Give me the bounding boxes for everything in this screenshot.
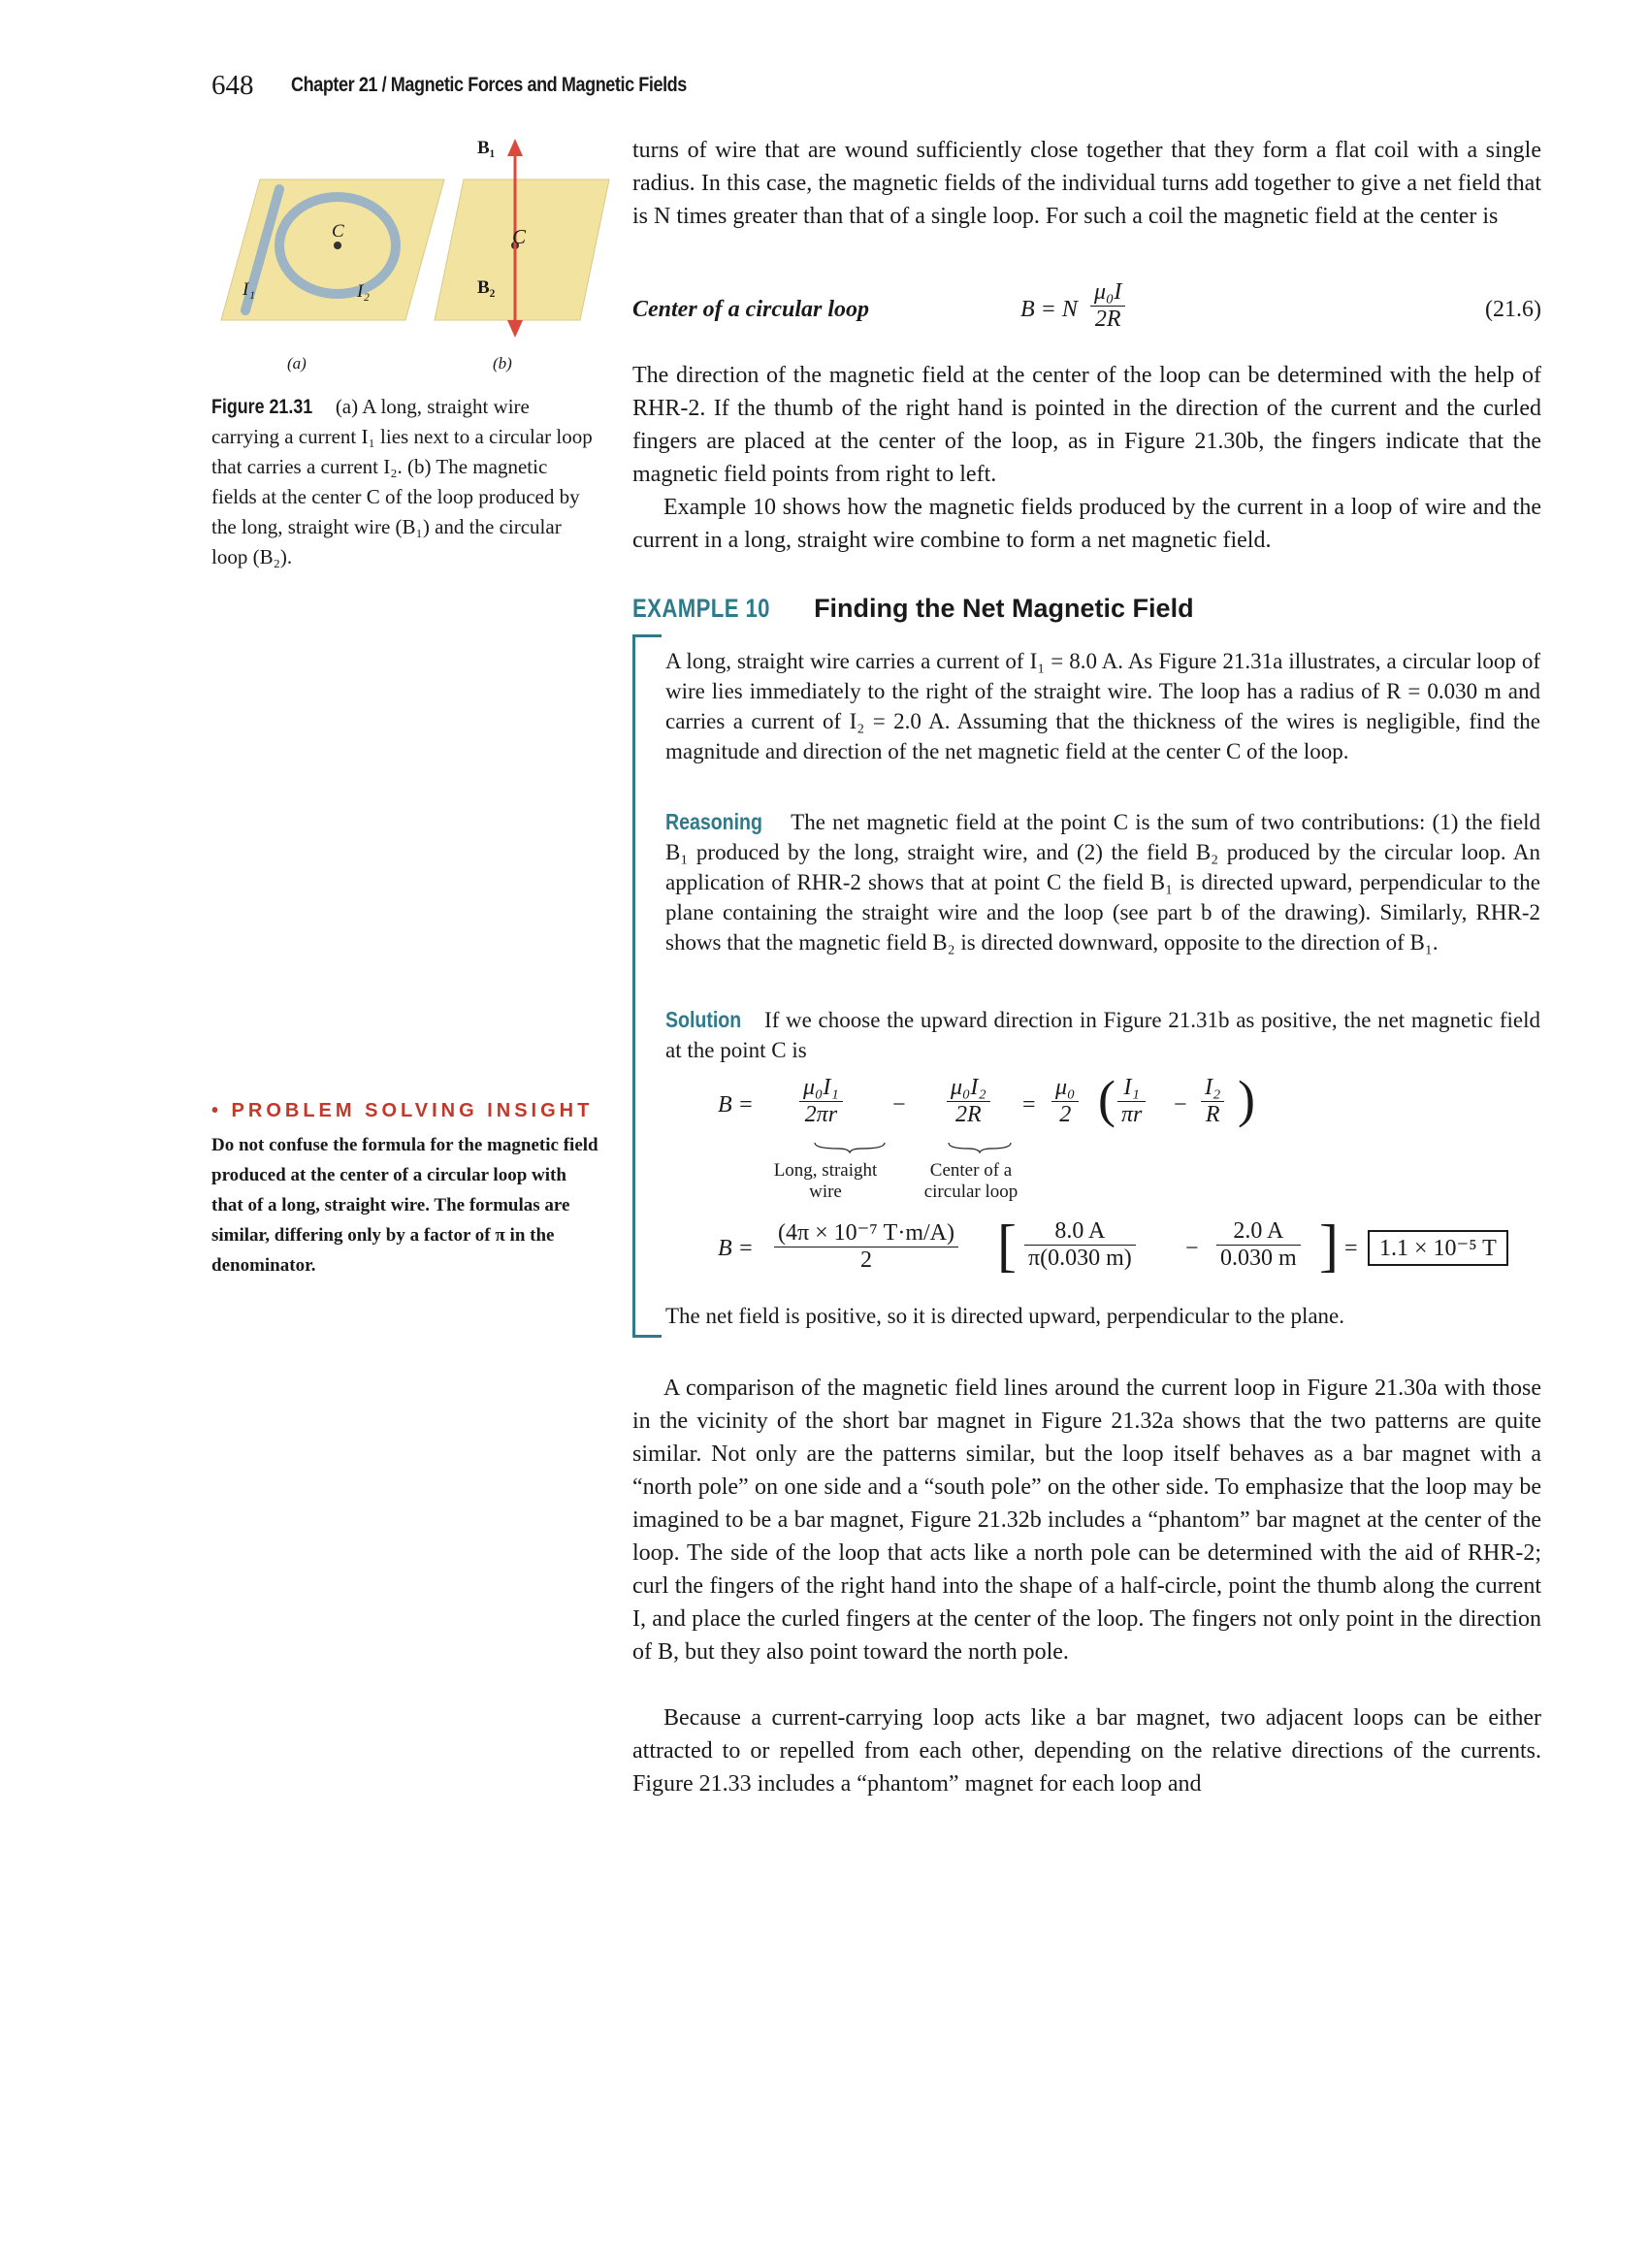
center-point-a <box>334 242 341 249</box>
equation-number: (21.6) <box>1485 297 1541 322</box>
eq1-open-paren: ( <box>1098 1070 1116 1128</box>
solution-equation-1 <box>665 1067 1538 1222</box>
eq1-term5-num: I₂ <box>1201 1075 1224 1102</box>
eq1-minus-2: − <box>1174 1092 1187 1118</box>
eq1-term3-den: 2 <box>1059 1102 1072 1127</box>
eq1-term3 <box>1051 1075 1079 1128</box>
example-reasoning <box>665 807 1540 957</box>
example-conclusion: The net field is positive, so it is directed upward, perpendicular to the plane. <box>665 1304 1345 1328</box>
eq2-equals: = <box>1344 1236 1358 1261</box>
eq1-term3-num: μ₀ <box>1051 1075 1079 1102</box>
eq1-term1-den: 2πr <box>804 1102 838 1127</box>
label-C-b: C <box>512 225 527 248</box>
eq1-term5 <box>1201 1075 1224 1128</box>
equation-fraction <box>1090 279 1125 333</box>
equation-denominator: 2R <box>1094 307 1121 332</box>
insight-heading: • PROBLEM SOLVING INSIGHT <box>211 1100 594 1121</box>
eq2-term-b-num: 2.0 A <box>1216 1218 1301 1246</box>
reasoning-label: Reasoning <box>665 809 762 834</box>
equation-lhs: B = N <box>1020 297 1078 322</box>
caption-text: (a) A long, straight wire carrying a current I₁ lies next to a circular loop that carries a current I₂. (b) The magnetic fields at the center C of the loop produced by the long, straight wire (B₁) and the circular loop (B₂). <box>211 395 593 568</box>
equation-label: Center of a circular loop <box>632 297 869 322</box>
label-C-a: C <box>332 221 344 242</box>
eq1-minus: − <box>892 1092 906 1118</box>
part-b-label: (b) <box>493 354 512 373</box>
eq2-term-a <box>1024 1218 1136 1272</box>
body-paragraph-2: Because a current-carrying loop acts like a bar magnet, two adjacent loops can be either attracted to or repelled from each other, depending on the relative directions of the currents. Figure 21.33 includes a “phantom” magnet for each loop and <box>632 1705 1541 1797</box>
eq2-open-bracket: [ <box>997 1214 1017 1278</box>
eq2-constant <box>774 1218 958 1274</box>
equation-numerator: μ₀I <box>1090 279 1125 307</box>
b1-arrowhead <box>507 139 523 156</box>
label-B1: B₁ <box>477 138 496 158</box>
eq2-term-b <box>1216 1218 1301 1272</box>
underbraces <box>801 1141 1034 1154</box>
eq1-term2-num: μ₀I₂ <box>947 1075 990 1102</box>
eq2-close-bracket: ] <box>1319 1214 1339 1278</box>
example-title: Finding the Net Magnetic Field <box>814 594 1194 623</box>
label-B2: B₂ <box>477 277 496 298</box>
body-paragraph-1: A comparison of the magnetic field lines around the current loop in Figure 21.30a with those in the vicinity of the short bar magnet in Figure 21.32a shows that the two patterns are quite similar. Not only are the patterns similar, but the loop itself behaves as a bar magnet with a “north pole” on one side and a “south pole” on the other side. To emphasize that the loop may be imagined to be a bar magnet, Figure 21.32b includes a “phantom” bar magnet at the center of the loop. The side of the loop that acts like a north pole can be determined with the aid of RHR-2; curl the fingers of the right hand into the shape of a half-circle, point the thumb along the current I, and place the curled fingers at the center of the loop. The fingers not only point in the direction of B, but they also point toward the north pole. <box>632 1376 1541 1665</box>
example-bottom-bracket <box>632 1335 662 1338</box>
eq2-lhs: B = <box>718 1236 754 1261</box>
eq2-constant-num: (4π × 10⁻⁷ T·m/A) <box>774 1218 958 1247</box>
figure-21-31 <box>211 131 619 359</box>
label-I1: I₁ <box>242 279 255 300</box>
eq1-term2 <box>947 1075 990 1128</box>
page-number: 648 <box>211 70 254 101</box>
eq1-term5-den: R <box>1205 1102 1220 1127</box>
example-left-bar <box>632 634 635 1338</box>
eq2-minus: − <box>1185 1236 1199 1261</box>
eq2-term-b-den: 0.030 m <box>1220 1246 1297 1271</box>
solution-equation-2 <box>665 1216 1538 1294</box>
label-I2: I₂ <box>357 281 370 302</box>
underbrace-label-wire: Long, straight wire <box>773 1160 878 1202</box>
eq1-close-paren: ) <box>1238 1070 1255 1128</box>
reasoning-text: The net magnetic field at the point C is the sum of two contributions: (1) the field B₁ produced by the long, straight wire, and (2) the field B₂ produced by the circular loop. An application of RHR-2 shows that at point C the field B₁ is directed upward, perpendicular to the plane containing the straight wire and the loop (see part b of the drawing). Similarly, RHR-2 shows that the magnetic field B₂ is directed downward, opposite to the direction of B₁. <box>665 810 1540 955</box>
eq1-term4-num: I₁ <box>1117 1075 1146 1102</box>
eq2-term-a-den: π(0.030 m) <box>1028 1246 1132 1271</box>
eq1-term4 <box>1117 1075 1146 1128</box>
caption-label: Figure 21.31 <box>211 396 313 418</box>
eq1-lhs: B = <box>718 1092 754 1118</box>
underbrace-label-loop: Center of a circular loop <box>923 1160 1018 1202</box>
solution-label: Solution <box>665 1007 742 1032</box>
direction-paragraph: The direction of the magnetic field at the center of the loop can be determined with the help of RHR-2. If the thumb of the right hand is pointed in the direction of the current and the curled fingers are placed at the center of the loop, as in Figure 21.30b, the fingers indicate that the magnetic field points from right to left. <box>632 363 1541 487</box>
example-heading <box>632 594 1194 624</box>
plane-b <box>435 179 609 320</box>
figure-caption <box>211 392 595 572</box>
eq1-term1 <box>799 1075 843 1128</box>
example-problem: A long, straight wire carries a current of I₁ = 8.0 A. As Figure 21.31a illustrates, a circular loop of wire lies immediately to the right of the straight wire. The loop has a radius of R = 0.030 m and carries a current of I₂ = 2.0 A. Assuming that the thickness of the wires is negligible, find the magnitude and direction of the net magnetic field at the center C of the loop. <box>665 649 1540 763</box>
solution-text: If we choose the upward direction in Figure 21.31b as positive, the net magnetic field at the point C is <box>665 1008 1541 1062</box>
b2-arrowhead <box>507 320 523 338</box>
example-top-bracket <box>632 634 662 637</box>
insight-text: Do not confuse the formula for the magnetic field produced at the center of a circular loop with that of a long, straight wire. The formulas are similar, differing only by a factor of π in the denominator. <box>211 1135 598 1276</box>
part-a-label: (a) <box>287 354 307 373</box>
eq1-term2-den: 2R <box>955 1102 982 1127</box>
eq1-equals: = <box>1022 1092 1036 1118</box>
example-intro-paragraph: Example 10 shows how the magnetic fields produced by the current in a loop of wire and the current in a long, straight wire combine to form a net magnetic field. <box>632 495 1541 553</box>
eq2-constant-den: 2 <box>860 1247 872 1273</box>
equation-21-6 <box>632 279 1541 347</box>
eq2-result: 1.1 × 10⁻⁵ T <box>1368 1230 1508 1266</box>
eq2-term-a-num: 8.0 A <box>1024 1218 1136 1246</box>
eq1-term4-den: πr <box>1121 1102 1143 1127</box>
chapter-title: Chapter 21 / Magnetic Forces and Magnetic Fields <box>291 74 687 96</box>
eq1-term1-num: μ₀I₁ <box>799 1075 843 1102</box>
example-solution <box>665 1005 1540 1065</box>
example-tag: EXAMPLE 10 <box>632 594 770 623</box>
intro-paragraph: turns of wire that are wound sufficiently close together that they form a flat coil with a single radius. In this case, the magnetic fields of the individual turns add together to give a net field that is N times greater than that of a single loop. For such a coil the magnetic field at the center is <box>632 138 1541 229</box>
